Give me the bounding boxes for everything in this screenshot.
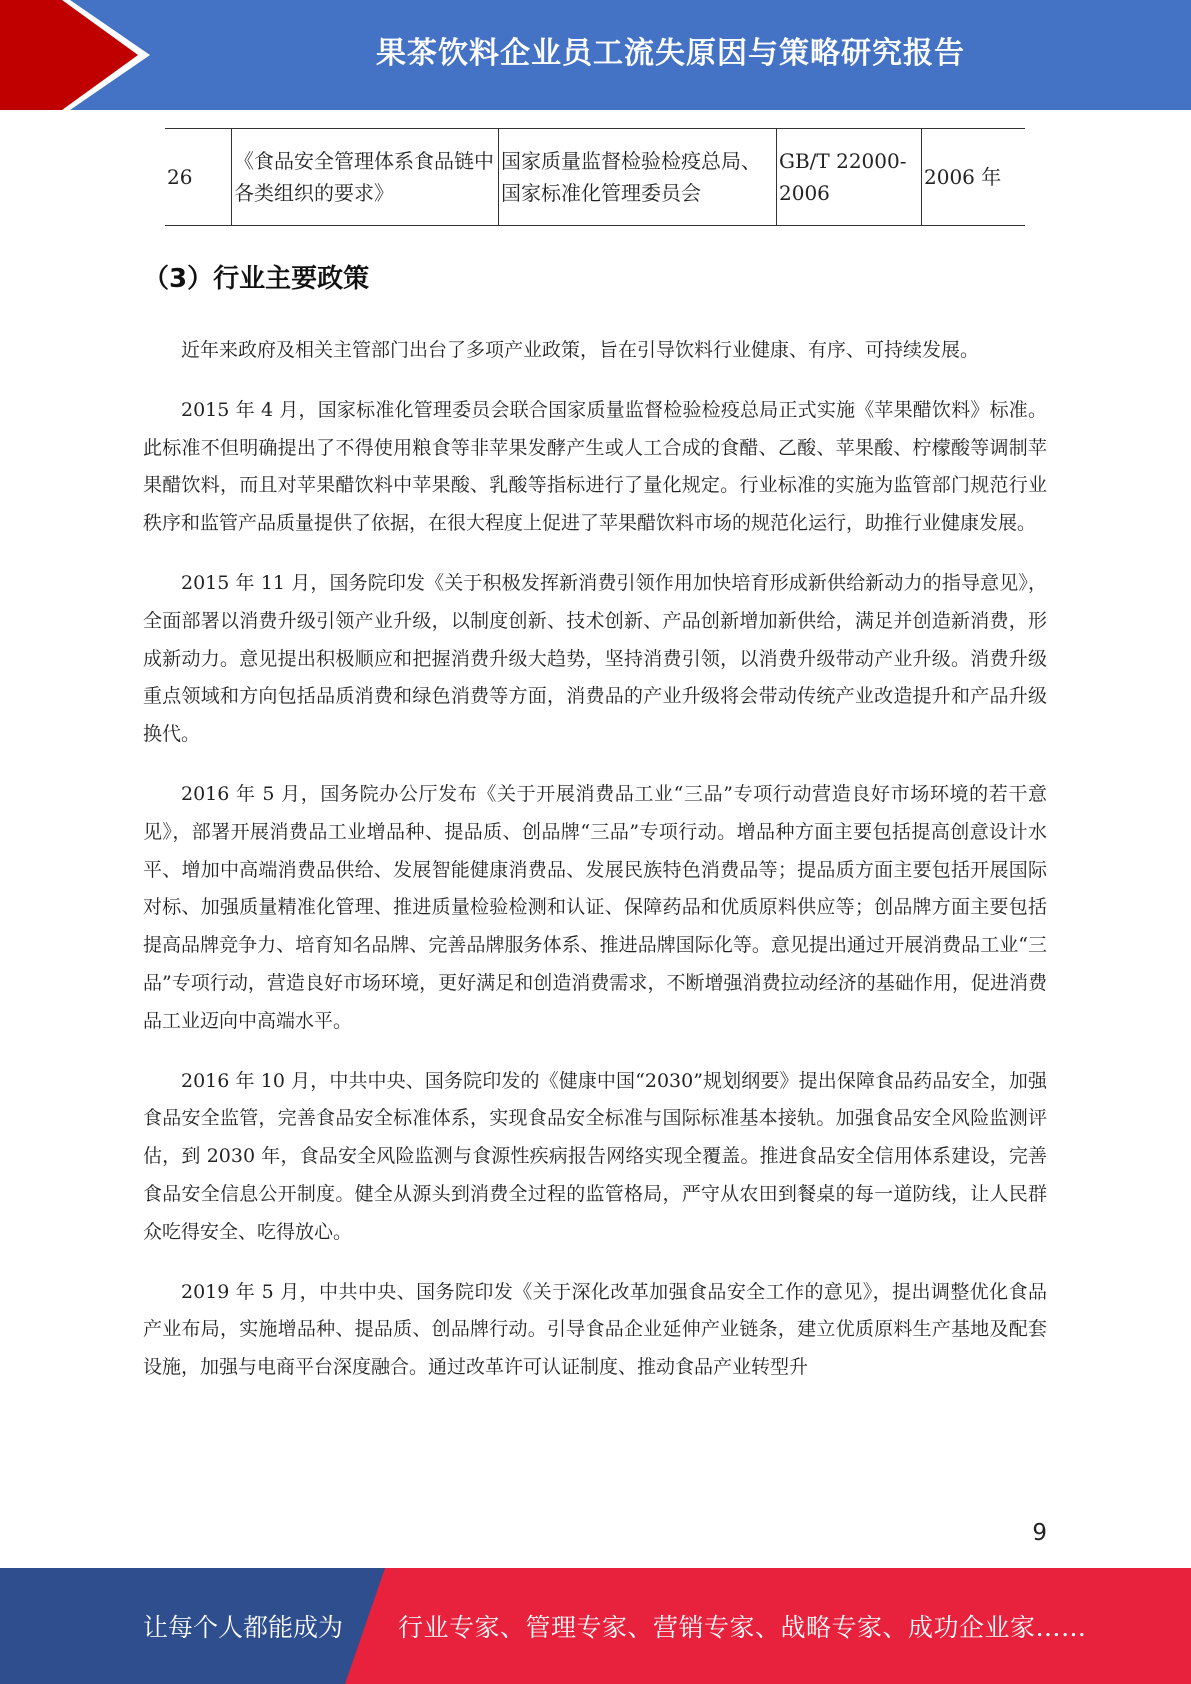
standard-name: 《食品安全管理体系食品链中各类组织的要求》 — [232, 129, 499, 226]
paragraph: 2016 年 5 月，国务院办公厅发布《关于开展消费品工业“三品”专项行动营造良好市场环境的若干意见》，部署开展消费品工业增品种、提品质、创品牌“三品”专项行动。增品种方面主要包括提高创意设计水平、增加中高端消费品供给、发展智能健康消费品、发展民族特色消费品等；提品质方面主要包括开展国际对标、加强质量精准化管理、推进质量检验检测和认证、保障药品和优质原料供应等；创品牌方面主要包括提高品牌竞争力、培育知名品牌、完善品牌服务体系、推进品牌国际化等。意见提出通过开展消费品工业“三品”专项行动，营造良好市场环境，更好满足和创造消费需求，不断增强消费拉动经济的基础作用，促进消费品工业迈向中高端水平。 — [143, 782, 1047, 1032]
paragraph: 2019 年 5 月，中共中央、国务院印发《关于深化改革加强食品安全工作的意见》，提出调整优化食品产业布局，实施增品种、提品质、创品牌行动。引导食品企业延伸产业链条，建立优质原料生产基地及配套设施，加强与电商平台深度融合。通过改革许可认证制度、推动食品产业转型升 — [143, 1280, 1047, 1379]
page-header — [0, 0, 1191, 110]
paragraph: 2016 年 10 月，中共中央、国务院印发的《健康中国“2030”规划纲要》提出保障食品药品安全，加强食品安全监管，完善食品安全标准体系，实现食品安全标准与国际标准基本接轨。加强食品安全风险监测评估，到 2030 年，食品安全风险监测与食源性疾病报告网络实现全覆盖。推进食品安全信用体系建设，完善食品安全信息公开制度。健全从源头到消费全过程的监管格局，严守从农田到餐桌的每一道防线，让人民群众吃得安全、吃得放心。 — [143, 1069, 1047, 1243]
body-text — [143, 332, 1047, 1409]
table-row — [165, 129, 1025, 226]
footer-slogan-left: 让每个人都能成为 — [143, 1613, 344, 1642]
issue-year: 2006 年 — [922, 129, 1026, 226]
paragraph: 近年来政府及相关主管部门出台了多项产业政策，旨在引导饮料行业健康、有序、可持续发展。 — [181, 339, 980, 361]
paragraph: 2015 年 4 月，国家标准化管理委员会联合国家质量监督检验检疫总局正式实施《苹果醋饮料》标准。此标准不但明确提出了不得使用粮食等非苹果发酵产生或人工合成的食醋、乙酸、苹果酸、柠檬酸等调制苹果醋饮料，而且对苹果醋饮料中苹果酸、乳酸等指标进行了量化规定。行业标准的实施为监管部门规范行业秩序和监管产品质量提供了依据，在很大程度上促进了苹果醋饮料市场的规范化运行，助推行业健康发展。 — [143, 398, 1047, 535]
report-title: 果茶饮料企业员工流失原因与策略研究报告 — [376, 36, 965, 71]
paragraph: 2015 年 11 月，国务院印发《关于积极发挥新消费引领作用加快培育形成新供给新动力的指导意见》，全面部署以消费升级引领产业升级，以制度创新、技术创新、产品创新增加新供给，满足并创造新消费，形成新动力。意见提出积极顺应和把握消费升级大趋势，坚持消费引领，以消费升级带动产业升级。消费升级重点领域和方向包括品质消费和绿色消费等方面，消费品的产业升级将会带动传统产业改造提升和产品升级换代。 — [143, 571, 1047, 746]
issuing-authority: 国家质量监督检验检疫总局、国家标准化管理委员会 — [499, 129, 777, 226]
page-number: 9 — [1032, 1520, 1047, 1546]
footer-slogan-right: 行业专家、管理专家、营销专家、战略专家、成功企业家…… — [398, 1613, 1087, 1642]
standard-code: GB/T 22000-2006 — [777, 129, 922, 226]
page-footer — [0, 1568, 1191, 1684]
standards-table — [165, 128, 1025, 226]
row-number: 26 — [165, 129, 232, 226]
section-heading: （3）行业主要政策 — [143, 264, 370, 294]
